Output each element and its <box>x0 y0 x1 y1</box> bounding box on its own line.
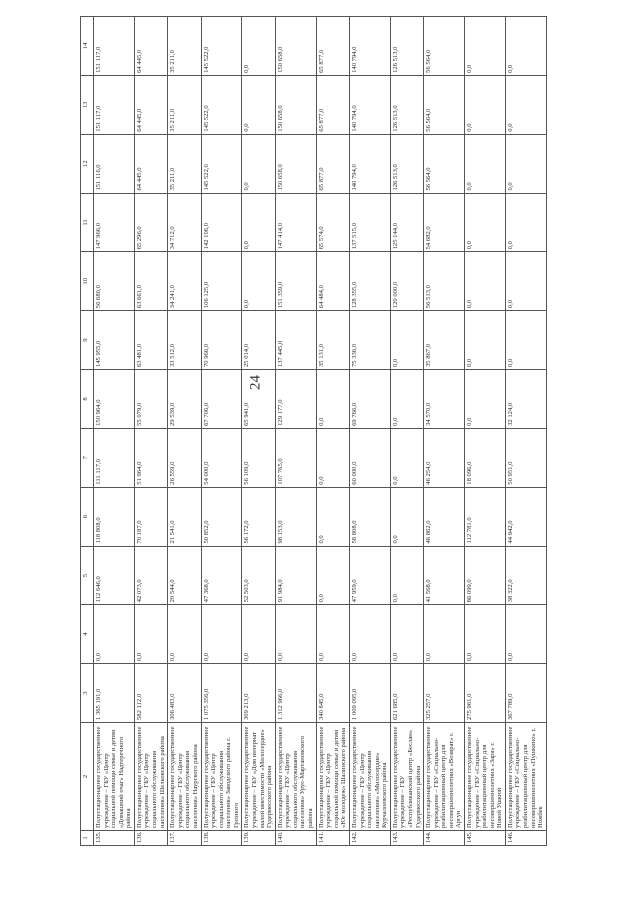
amount-cell: 65 877,0 <box>316 75 349 134</box>
amount-cell: 306 483,0 <box>168 664 201 723</box>
amount-cell: 1 009 095,0 <box>349 664 390 723</box>
institution-name: Полустационарное государственное учреждение – ГБУ «Социально-реабилитационный центр для несовершеннолетних «Возврат» г. Аргун <box>424 723 465 831</box>
amount-cell: 63 661,0 <box>134 252 167 311</box>
amount-cell: 0,0 <box>242 75 275 134</box>
row-number: 138. <box>201 831 242 846</box>
amount-cell: 137 445,0 <box>275 311 316 370</box>
amount-cell: 56 109,0 <box>242 428 275 487</box>
amount-cell: 120 000,0 <box>390 252 423 311</box>
amount-cell: 0,0 <box>94 605 135 664</box>
amount-cell: 98 153,0 <box>275 487 316 546</box>
amount-cell: 26 559,0 <box>168 428 201 487</box>
amount-cell: 64 445,0 <box>134 134 167 193</box>
amount-cell: 0,0 <box>242 17 275 76</box>
row-number: 136. <box>134 831 167 846</box>
amount-cell: 65 574,0 <box>316 193 349 252</box>
amount-cell: 0,0 <box>505 134 546 193</box>
amount-cell: 0,0 <box>505 252 546 311</box>
amount-cell: 0,0 <box>390 370 423 429</box>
amount-cell: 56 172,0 <box>242 487 275 546</box>
amount-cell: 38 322,0 <box>505 546 546 605</box>
table-row <box>424 17 465 846</box>
column-header-3: 3 <box>81 664 94 723</box>
amount-cell: 128 355,0 <box>349 252 390 311</box>
amount-cell: 275 961,0 <box>465 664 506 723</box>
institution-name: Полустационарное государственное учреждение – ГБУ «Дом интернат малой вместимости «Милосердие» Гудермесского района <box>242 723 275 831</box>
amount-cell: 0,0 <box>505 17 546 76</box>
column-header-12: 12 <box>81 134 94 193</box>
column-header-11: 11 <box>81 193 94 252</box>
amount-cell: 147 966,0 <box>94 193 135 252</box>
amount-cell: 0,0 <box>390 428 423 487</box>
institution-name: Полустационарное государственное учреждение – ГБУ «Центр социальной помощи семье и детям «Юг молодеж» Шалинского района <box>316 723 349 831</box>
institution-name: Полустационарное государственное учреждение – ГБУ «Центр социального обслуживания населения» Заводского района г. Грозного <box>201 723 242 831</box>
amount-cell: 1 312 966,0 <box>275 664 316 723</box>
amount-cell: 0,0 <box>242 134 275 193</box>
amount-cell: 47 959,0 <box>349 546 390 605</box>
amount-cell: 150 964,0 <box>94 370 135 429</box>
amount-cell: 145 522,0 <box>201 75 242 134</box>
amount-cell: 70 187,0 <box>134 487 167 546</box>
amount-cell: 0,0 <box>242 193 275 252</box>
amount-cell: 1 365 191,0 <box>94 664 135 723</box>
column-header-8: 8 <box>81 370 94 429</box>
amount-cell: 56 680,0 <box>94 252 135 311</box>
amount-cell: 0,0 <box>275 605 316 664</box>
amount-cell: 35 211,0 <box>168 134 201 193</box>
amount-cell: 126 513,0 <box>390 134 423 193</box>
amount-cell: 56 513,0 <box>424 252 465 311</box>
amount-cell: 112 646,0 <box>94 546 135 605</box>
amount-cell: 75 336,0 <box>349 311 390 370</box>
amount-cell: 0,0 <box>465 75 506 134</box>
table-row <box>505 17 546 846</box>
amount-cell: 64 445,0 <box>134 75 167 134</box>
column-header-7: 7 <box>81 428 94 487</box>
institution-name: Полустационарное государственное учреждение – ГБУ «Центр социального обслуживания населения» Шелковского района <box>134 723 167 831</box>
amount-cell: 621 685,0 <box>390 664 423 723</box>
table-row <box>349 17 390 846</box>
amount-cell: 65 877,0 <box>316 134 349 193</box>
amount-cell: 34 712,0 <box>168 193 201 252</box>
amount-cell: 35 867,0 <box>424 311 465 370</box>
institution-name: Полустационарное государственное учреждение – ГБУ «Центр социального обслуживания населения» Наурского района <box>168 723 201 831</box>
amount-cell: 125 144,0 <box>390 193 423 252</box>
row-number: 142. <box>349 831 390 846</box>
amount-cell: 0,0 <box>134 605 167 664</box>
amount-cell: 0,0 <box>505 605 546 664</box>
table-row <box>465 17 506 846</box>
table-row <box>275 17 316 846</box>
amount-cell: 52 503,0 <box>242 546 275 605</box>
amount-cell: 55 079,0 <box>134 370 167 429</box>
amount-cell: 0,0 <box>465 134 506 193</box>
amount-cell: 118 808,0 <box>94 487 135 546</box>
column-header-4: 4 <box>81 605 94 664</box>
amount-cell: 145 522,0 <box>201 17 242 76</box>
amount-cell: 0,0 <box>465 17 506 76</box>
amount-cell: 60 000,0 <box>349 428 390 487</box>
amount-cell: 42 073,0 <box>134 546 167 605</box>
amount-cell: 33 512,0 <box>168 311 201 370</box>
amount-cell: 145 522,0 <box>201 134 242 193</box>
column-header-6: 6 <box>81 487 94 546</box>
amount-cell: 151 117,0 <box>94 75 135 134</box>
table-body <box>94 17 547 846</box>
amount-cell: 150 658,0 <box>275 75 316 134</box>
amount-cell: 34 570,0 <box>424 370 465 429</box>
amount-cell: 34 241,0 <box>168 252 201 311</box>
table-row <box>201 17 242 846</box>
amount-cell: 56 564,0 <box>424 75 465 134</box>
column-header-14: 14 <box>81 17 94 76</box>
amount-cell: 21 541,0 <box>168 487 201 546</box>
amount-cell: 69 766,0 <box>349 370 390 429</box>
amount-cell: 46 862,0 <box>424 487 465 546</box>
amount-cell: 151 116,0 <box>94 134 135 193</box>
row-number: 146. <box>505 831 546 846</box>
amount-cell: 56 564,0 <box>424 17 465 76</box>
amount-cell: 367 789,0 <box>505 664 546 723</box>
row-number: 145. <box>465 831 506 846</box>
amount-cell: 0,0 <box>465 605 506 664</box>
amount-cell: 340 845,0 <box>316 664 349 723</box>
amount-cell: 56 564,0 <box>424 134 465 193</box>
column-header-10: 10 <box>81 252 94 311</box>
amount-cell: 0,0 <box>505 193 546 252</box>
amount-cell: 91 984,0 <box>275 546 316 605</box>
column-header-1: 1 <box>81 831 94 846</box>
column-header-9: 9 <box>81 311 94 370</box>
amount-cell: 50 951,0 <box>505 428 546 487</box>
table-row <box>390 17 423 846</box>
row-number: 140. <box>275 831 316 846</box>
amount-cell: 67 706,0 <box>201 370 242 429</box>
amount-cell: 64 484,0 <box>316 252 349 311</box>
amount-cell: 50 852,0 <box>201 487 242 546</box>
institution-name: Полустационарное государственное учреждение – ГБУ «Социально-реабилитационный центр для несовершеннолетних «Заря» г. Новой Ушкюй <box>465 723 506 831</box>
amount-cell: 35 211,0 <box>168 75 201 134</box>
amount-cell: 0,0 <box>505 311 546 370</box>
amount-cell: 0,0 <box>316 487 349 546</box>
row-number: 143. <box>390 831 423 846</box>
amount-cell: 0,0 <box>465 193 506 252</box>
row-number: 144. <box>424 831 465 846</box>
table-row <box>242 17 275 846</box>
amount-cell: 35 211,0 <box>168 17 201 76</box>
amount-cell: 0,0 <box>390 546 423 605</box>
amount-cell: 309 213,0 <box>242 664 275 723</box>
amount-cell: 140 794,0 <box>349 17 390 76</box>
amount-cell: 582 112,0 <box>134 664 167 723</box>
amount-cell: 150 658,0 <box>275 17 316 76</box>
amount-cell: 0,0 <box>390 311 423 370</box>
institution-name: Полустационарное государственное учреждение – ГБУ «Центр социальной помощи семье и детям «Домашний очаг» Надтеречного района <box>94 723 135 831</box>
amount-cell: 70 966,0 <box>201 311 242 370</box>
institution-name: Полустационарное государственное учреждение – ГБУ «Социально-реабилитационный центр для несовершеннолетних «Пушкино» г. Ножбек <box>505 723 546 831</box>
amount-cell: 47 368,0 <box>201 546 242 605</box>
amount-cell: 65 877,0 <box>316 17 349 76</box>
column-header-2: 2 <box>81 723 94 831</box>
amount-cell: 325 257,0 <box>424 664 465 723</box>
amount-cell: 106 125,0 <box>201 252 242 311</box>
amount-cell: 1 075 356,0 <box>201 664 242 723</box>
institution-name: Полустационарное государственное учреждение – ГБУ «Республиканский центр «Беслан» Гудермесского района <box>390 723 423 831</box>
amount-cell: 0,0 <box>505 75 546 134</box>
amount-cell: 0,0 <box>465 311 506 370</box>
amount-cell: 142 106,0 <box>201 193 242 252</box>
amount-cell: 0,0 <box>349 605 390 664</box>
institution-name: Полустационарное государственное учреждение – ГБУ «Центр социального обслуживания населения» «Милосердие» Курчалоевского района <box>349 723 390 831</box>
amount-cell: 0,0 <box>390 487 423 546</box>
amount-cell: 54 000,0 <box>201 428 242 487</box>
amount-cell: 151 117,0 <box>94 17 135 76</box>
row-number: 135. <box>94 831 135 846</box>
table-row <box>134 17 167 846</box>
amount-cell: 0,0 <box>316 546 349 605</box>
amount-cell: 51 964,0 <box>134 428 167 487</box>
amount-cell: 86 099,0 <box>465 546 506 605</box>
row-number: 137. <box>168 831 201 846</box>
amount-cell: 140 794,0 <box>349 75 390 134</box>
amount-cell: 107 765,0 <box>275 428 316 487</box>
amount-cell: 145 955,0 <box>94 311 135 370</box>
amount-cell: 129 177,0 <box>275 370 316 429</box>
amount-cell: 20 544,0 <box>168 546 201 605</box>
amount-cell: 147 414,0 <box>275 193 316 252</box>
amount-cell: 32 124,0 <box>505 370 546 429</box>
amount-cell: 58 808,0 <box>349 487 390 546</box>
amount-cell: 63 481,0 <box>134 311 167 370</box>
amount-cell: 0,0 <box>242 605 275 664</box>
amount-cell: 151 359,0 <box>275 252 316 311</box>
amount-cell: 0,0 <box>242 252 275 311</box>
amount-cell: 46 254,0 <box>424 428 465 487</box>
amount-cell: 0,0 <box>390 605 423 664</box>
page-number: 24 <box>247 375 264 390</box>
amount-cell: 112 781,0 <box>465 487 506 546</box>
table-row <box>168 17 201 846</box>
amount-cell: 137 515,0 <box>349 193 390 252</box>
row-number: 141. <box>316 831 349 846</box>
row-number: 139. <box>242 831 275 846</box>
amount-cell: 18 096,0 <box>465 428 506 487</box>
amount-cell: 0,0 <box>465 252 506 311</box>
amount-cell: 0,0 <box>424 605 465 664</box>
amount-cell: 41 568,0 <box>424 546 465 605</box>
amount-cell: 0,0 <box>465 370 506 429</box>
column-header-5: 5 <box>81 546 94 605</box>
institution-name: Полустационарное государственное учреждение – ГБУ «Центр социального обслуживания населения» Урус-Мартановского района <box>275 723 316 831</box>
budget-table <box>80 16 547 846</box>
amount-cell: 54 682,0 <box>424 193 465 252</box>
budget-table-rotated <box>80 16 545 846</box>
amount-cell: 126 513,0 <box>390 75 423 134</box>
amount-cell: 140 794,0 <box>349 134 390 193</box>
amount-cell: 44 942,0 <box>505 487 546 546</box>
amount-cell: 65 296,0 <box>134 193 167 252</box>
column-header-13: 13 <box>81 75 94 134</box>
amount-cell: 0,0 <box>316 370 349 429</box>
amount-cell: 35 131,0 <box>316 311 349 370</box>
amount-cell: 25 014,0 <box>242 311 275 370</box>
amount-cell: 65 941,0 <box>242 370 275 429</box>
table-row <box>316 17 349 846</box>
amount-cell: 150 658,0 <box>275 134 316 193</box>
amount-cell: 0,0 <box>316 428 349 487</box>
amount-cell: 29 539,0 <box>168 370 201 429</box>
column-header-row <box>81 17 94 846</box>
amount-cell: 64 445,0 <box>134 17 167 76</box>
amount-cell: 0,0 <box>168 605 201 664</box>
amount-cell: 126 513,0 <box>390 17 423 76</box>
table-row <box>94 17 135 846</box>
amount-cell: 0,0 <box>201 605 242 664</box>
amount-cell: 111 117,0 <box>94 428 135 487</box>
amount-cell: 0,0 <box>316 605 349 664</box>
